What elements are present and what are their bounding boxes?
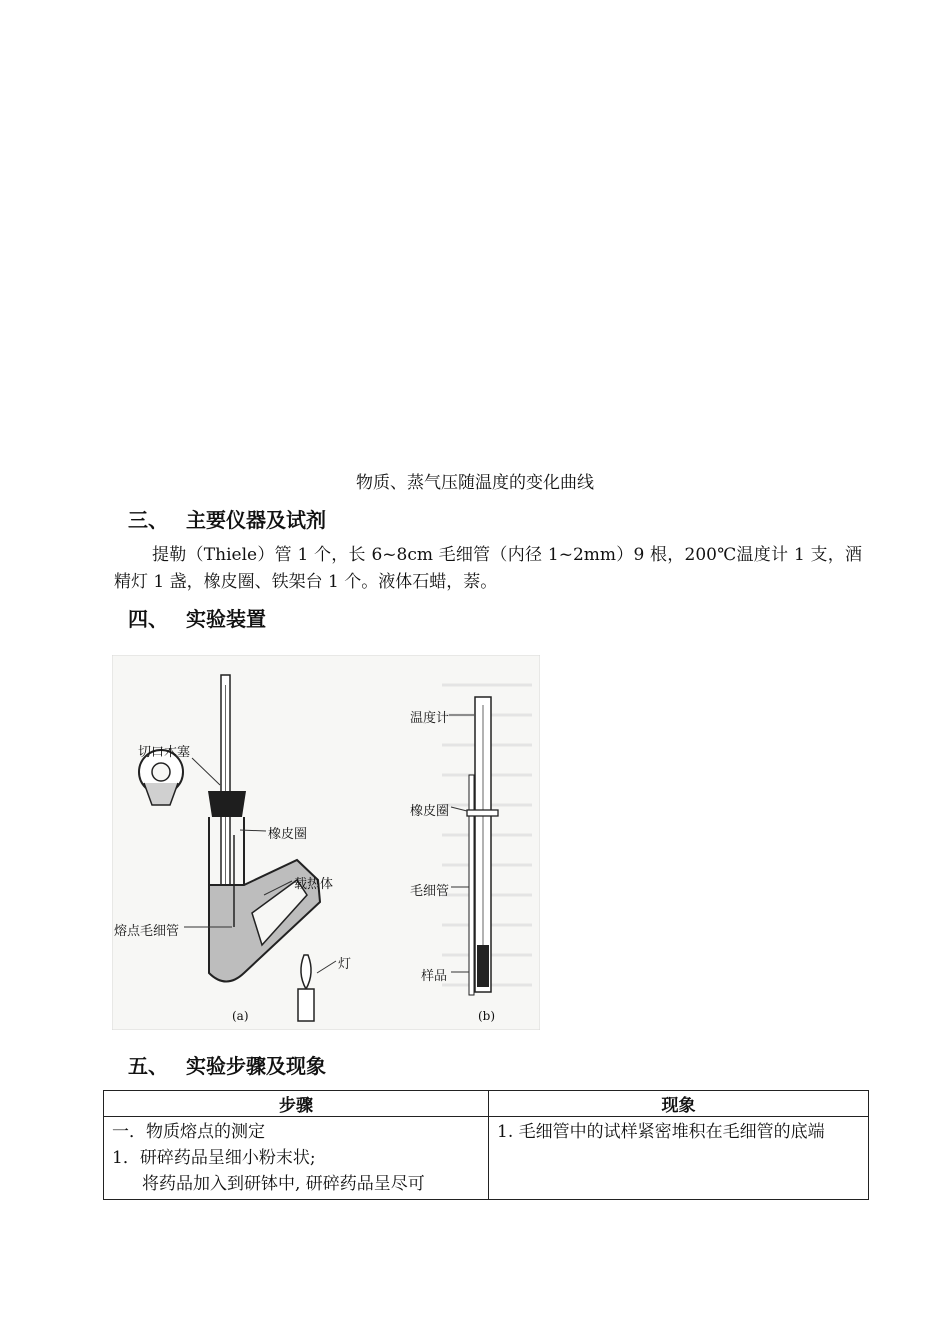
section-number: 五、 [128, 1054, 168, 1078]
label-figure-b: (b) [478, 1009, 496, 1023]
figure-caption: 物质、蒸气压随温度的变化曲线 [356, 473, 594, 493]
label-rubber-ring-b: 橡皮圈 [410, 804, 450, 819]
section-number: 四、 [128, 607, 168, 631]
section-title: 实验步骤及现象 [186, 1054, 326, 1078]
header-phenomena: 现象 [489, 1091, 869, 1117]
label-figure-a: (a) [232, 1009, 249, 1023]
label-melting-capillary: 熔点毛细管 [114, 924, 180, 939]
section-title: 主要仪器及试剂 [186, 508, 326, 532]
label-rubber-ring-a: 橡皮圈 [268, 827, 308, 842]
step-line: 一．物质熔点的测定 [112, 1122, 265, 1142]
section-heading-4 [128, 603, 266, 632]
label-lamp: 灯 [338, 957, 352, 972]
step-line: 将药品加入到研钵中, 研碎药品呈尽可 [142, 1174, 425, 1194]
phenomenon-line: 1. 毛细管中的试样紧密堆积在毛细管的底端 [497, 1122, 825, 1142]
step-line: 1．研碎药品呈细小粉末状; [112, 1148, 316, 1168]
section-title: 实验装置 [186, 607, 266, 631]
section-heading-3 [128, 504, 326, 533]
steps-cell [104, 1117, 489, 1200]
table-row [104, 1117, 869, 1200]
apparatus-diagram [112, 655, 540, 1030]
phenomenon-cell [489, 1117, 869, 1200]
steps-table [103, 1090, 869, 1200]
section-number: 三、 [128, 508, 168, 532]
label-sample: 样品 [421, 969, 448, 984]
table-header-row [104, 1091, 869, 1117]
label-heat-medium: 载热体 [294, 877, 334, 892]
section-heading-5 [128, 1050, 326, 1079]
label-thermometer: 温度计 [410, 711, 450, 726]
header-steps: 步骤 [104, 1091, 489, 1117]
label-cork: 切口木塞 [138, 745, 191, 760]
materials-paragraph: 提勒（Thiele）管 1 个，长 6~8cm 毛细管（内径 1~2mm）9 根，200℃温度计 1 支，酒精灯 1 盏，橡皮圈、铁架台 1 个。液体石蜡，萘。 [114, 545, 862, 592]
apparatus-figure [112, 655, 540, 1030]
label-capillary-b: 毛细管 [410, 884, 450, 899]
